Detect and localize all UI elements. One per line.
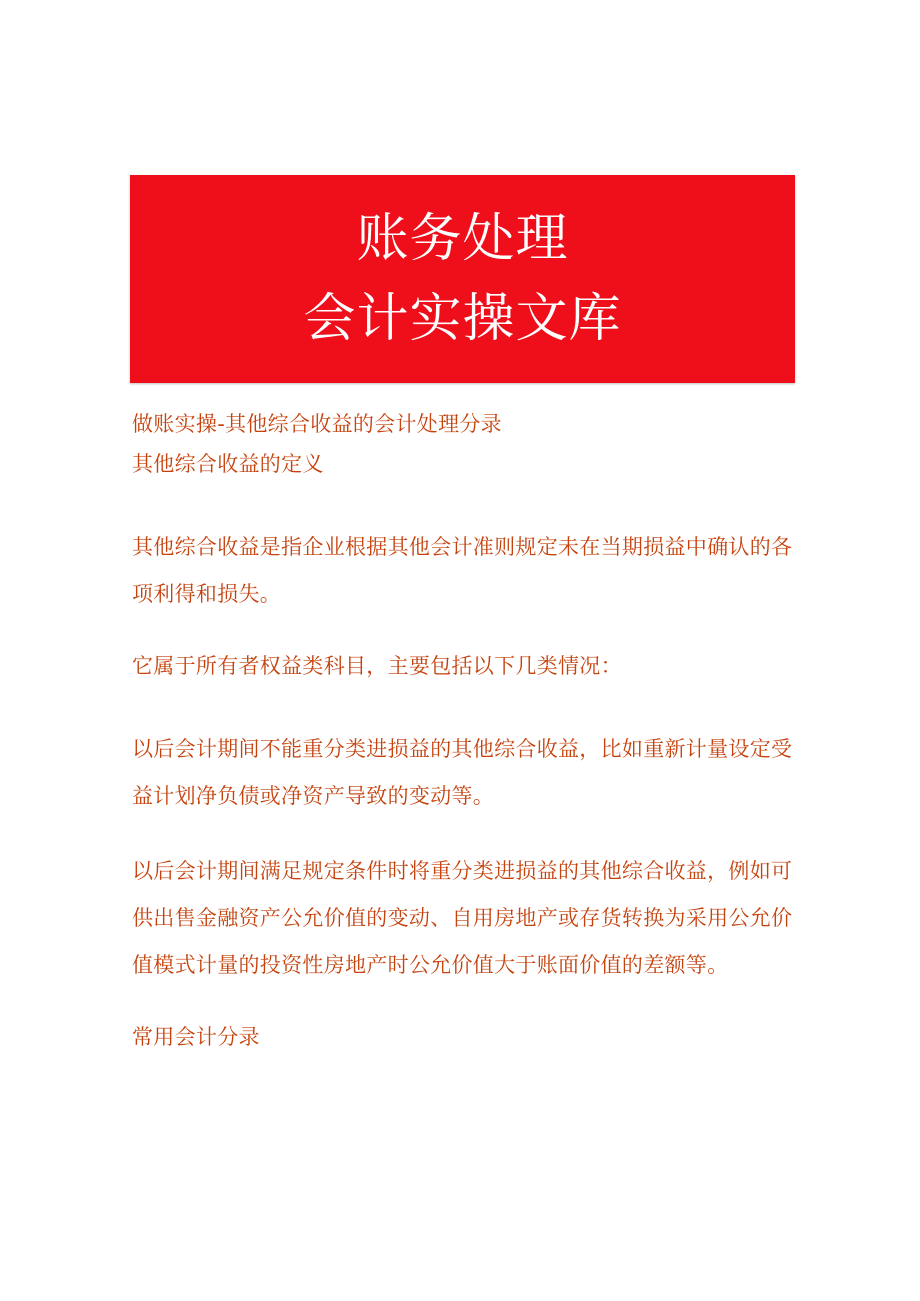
category-two-paragraph: 以后会计期间满足规定条件时将重分类进损益的其他综合收益，例如可供出售金融资产公允价值的变动、自用房地产或存货转换为采用公允价值模式计量的投资性房地产时公允价值大于账面价值的差额等。 [132, 859, 793, 977]
category-one-paragraph: 以后会计期间不能重分类进损益的其他综合收益，比如重新计量设定受益计划净负债或净资产导致的变动等。 [132, 737, 793, 808]
section-subheading: 其他综合收益的定义 [132, 452, 324, 476]
title-banner [130, 175, 795, 383]
banner-title-line-1: 账务处理 [356, 209, 569, 269]
entries-heading: 常用会计分录 [132, 1025, 260, 1049]
definition-paragraph: 其他综合收益是指企业根据其他会计准则规定未在当期损益中确认的各项利得和损失。 [132, 535, 793, 606]
article-body [132, 404, 800, 1057]
category-intro-paragraph: 它属于所有者权益类科目，主要包括以下几类情况： [132, 654, 622, 678]
article-heading: 做账实操-其他综合收益的会计处理分录 [132, 412, 502, 436]
banner-title-line-2: 会计实操文库 [303, 289, 622, 349]
